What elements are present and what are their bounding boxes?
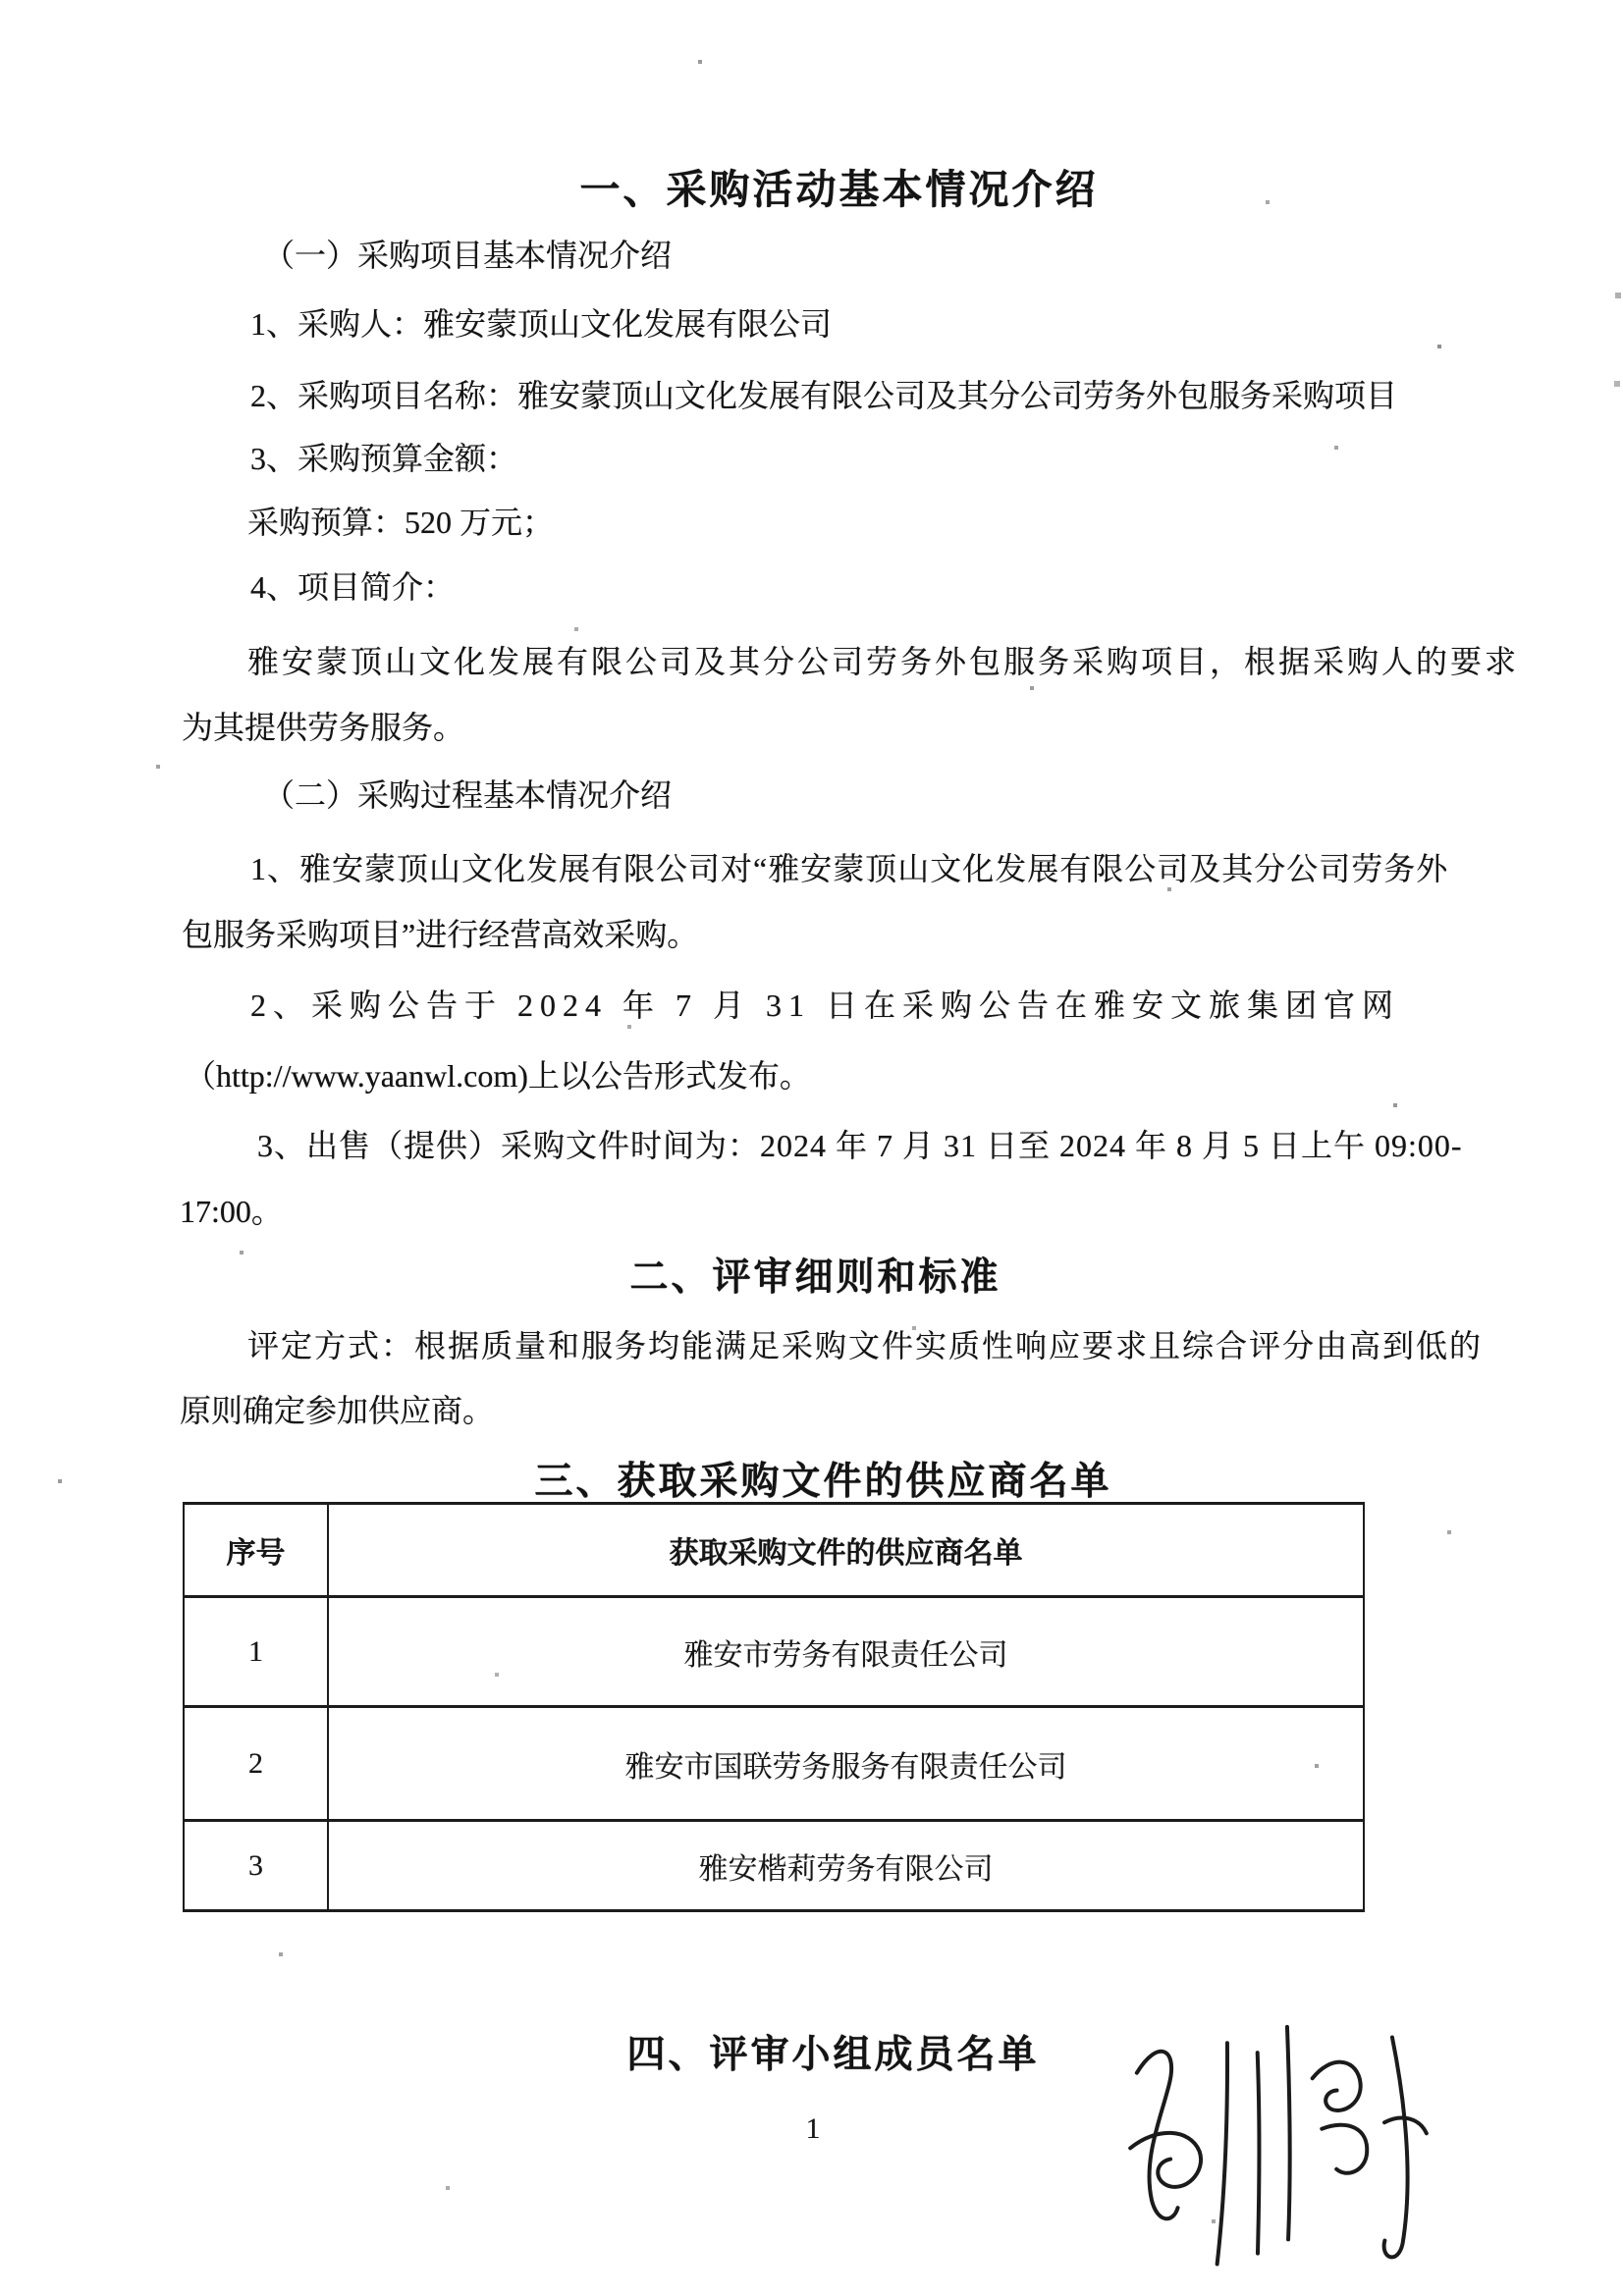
subsection-1-1-heading: （一）采购项目基本情况介绍 [263, 238, 673, 273]
project-brief-line-2: 为其提供劳务服务。 [182, 710, 465, 745]
table-row [184, 1821, 1364, 1911]
table-header-row [184, 1504, 1364, 1597]
budget-value-line: 采购预算：520 万元； [247, 505, 555, 540]
table-header-supplier: 获取采购文件的供应商名单 [328, 1504, 1364, 1597]
supplier-name: 雅安楷莉劳务有限公司 [328, 1821, 1364, 1911]
section-4-heading: 四、评审小组成员名单 [626, 2034, 1040, 2076]
section-3-heading: 三、获取采购文件的供应商名单 [534, 1461, 1112, 1503]
row-number: 1 [184, 1597, 328, 1707]
item-budget-label: 3、采购预算金额： [250, 441, 518, 476]
handwritten-signature [1100, 2001, 1452, 2296]
process-item-1-line-1: 1、雅安蒙顶山文化发展有限公司对“雅安蒙顶山文化发展有限公司及其分公司劳务外 [250, 851, 1449, 886]
evaluation-method-line-1: 评定方式：根据质量和服务均能满足采购文件实质性响应要求且综合评分由高到低的 [247, 1328, 1484, 1363]
section-1-heading: 一、采购活动基本情况介绍 [579, 167, 1099, 212]
page-number: 1 [805, 2112, 821, 2145]
item-project-brief-label: 4、项目简介： [250, 569, 456, 605]
item-project-name: 2、采购项目名称：雅安蒙顶山文化发展有限公司及其分公司劳务外包服务采购项目 [250, 378, 1398, 413]
evaluation-method-line-2: 原则确定参加供应商。 [180, 1393, 495, 1428]
process-item-3-line-2: 17:00。 [180, 1194, 283, 1229]
supplier-name: 雅安市劳务有限责任公司 [328, 1597, 1364, 1707]
supplier-name: 雅安市国联劳务服务有限责任公司 [328, 1707, 1364, 1821]
process-item-3-line-1: 3、出售（提供）采购文件时间为：2024 年 7 月 31 日至 2024 年 8 月 5 日上午 09:00- [257, 1128, 1463, 1163]
item-purchaser: 1、采购人：雅安蒙顶山文化发展有限公司 [250, 306, 833, 342]
supplier-table [183, 1502, 1365, 1912]
section-2-heading: 二、评审细则和标准 [629, 1256, 1001, 1299]
scan-noise [0, 0, 2, 2]
subsection-1-2-heading: （二）采购过程基本情况介绍 [263, 777, 673, 813]
process-item-2-line-1: 2、采购公告于 2024 年 7 月 31 日在采购公告在雅安文旅集团官网 [250, 988, 1401, 1023]
process-item-2-line-2: （http://www.yaanwl.com)上以公告形式发布。 [185, 1058, 811, 1094]
row-number: 3 [184, 1821, 328, 1911]
table-header-no: 序号 [184, 1504, 328, 1597]
row-number: 2 [184, 1707, 328, 1821]
table-row [184, 1707, 1364, 1821]
table-row [184, 1597, 1364, 1707]
project-brief-line-1: 雅安蒙顶山文化发展有限公司及其分公司劳务外包服务采购项目，根据采购人的要求 [247, 644, 1520, 679]
process-item-1-line-2: 包服务采购项目”进行经营高效采购。 [182, 917, 699, 952]
